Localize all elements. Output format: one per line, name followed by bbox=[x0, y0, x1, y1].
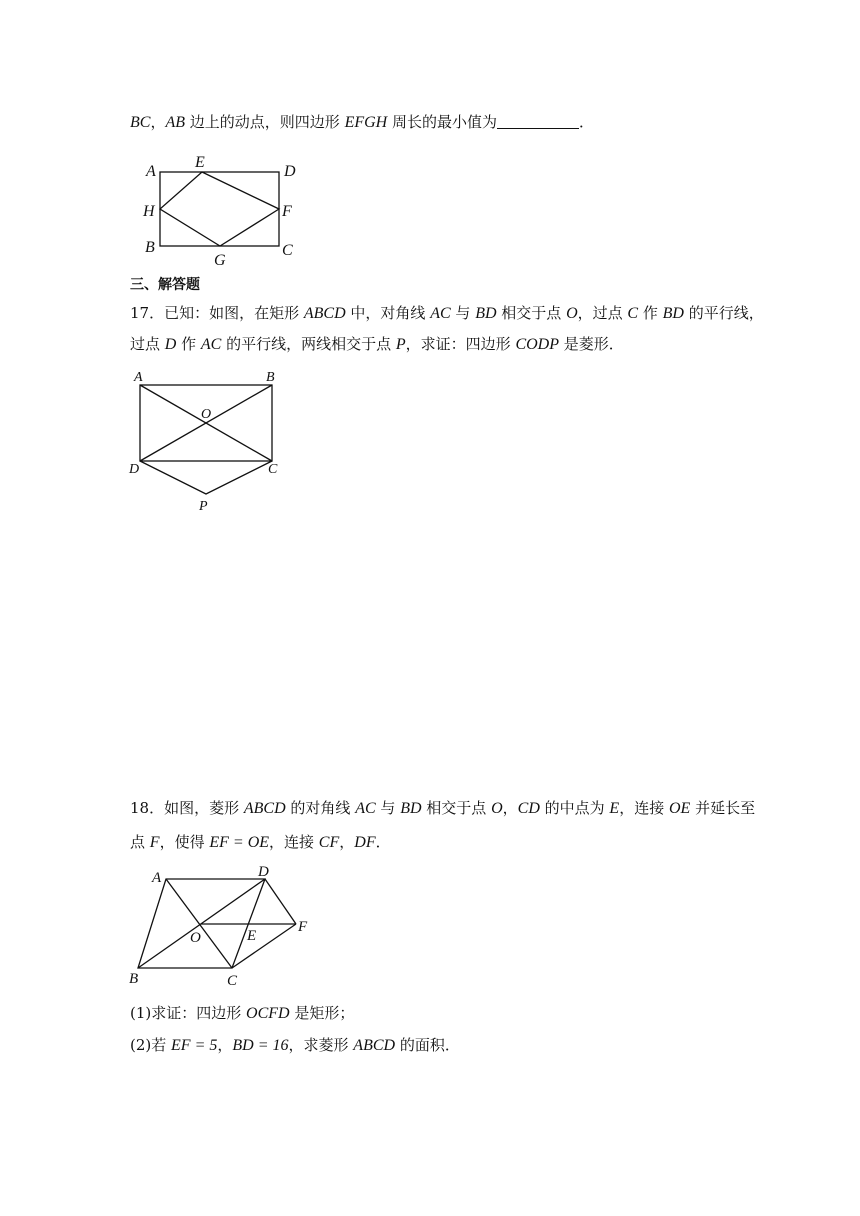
q16-label-c: C bbox=[282, 242, 293, 259]
q17-label-b: B bbox=[266, 370, 275, 385]
q17-t6: BD bbox=[475, 305, 497, 322]
q17-t10: C bbox=[627, 305, 639, 322]
q18-t15: 并延长至 bbox=[690, 799, 756, 817]
q16-label-f: F bbox=[282, 203, 292, 220]
q16-label-b: B bbox=[145, 239, 155, 256]
q17-label-o: O bbox=[201, 407, 212, 422]
q16-end: ． bbox=[579, 113, 595, 131]
q17-t5: 与 bbox=[450, 304, 476, 322]
q18-p2-t6: ABCD bbox=[353, 1037, 396, 1054]
q18-u8: DF bbox=[354, 834, 376, 851]
q18-t14: OE bbox=[668, 800, 691, 817]
q18-t8: O bbox=[491, 800, 503, 817]
q18-u1: 点 bbox=[130, 833, 150, 851]
q18-u7: ， bbox=[339, 833, 355, 851]
q18-segment-df bbox=[265, 879, 296, 924]
q16-label-e: E bbox=[195, 154, 205, 171]
q18-t1: 18．如图，菱形 bbox=[130, 799, 244, 817]
q16-sep: ， bbox=[150, 113, 166, 131]
q18-u5: ，连接 bbox=[269, 833, 319, 851]
q18-p1-t1: (1)求证：四边形 bbox=[130, 1004, 247, 1022]
q18-p2-t7: 的面积． bbox=[395, 1036, 460, 1054]
q18-t7: 相交于点 bbox=[421, 799, 492, 817]
q17-t8: O bbox=[566, 305, 578, 322]
q17-u7: ，求证：四边形 bbox=[405, 335, 516, 353]
q18-t2: ABCD bbox=[243, 800, 286, 817]
q18-p1-t2: OCFD bbox=[246, 1005, 290, 1022]
q17-t7: 相交于点 bbox=[496, 304, 567, 322]
q17-u5: 的平行线，两线相交于点 bbox=[221, 335, 396, 353]
q18-t13: ，连接 bbox=[619, 799, 669, 817]
q18-segment-cf bbox=[232, 924, 296, 968]
q16-label-h: H bbox=[143, 203, 155, 220]
q18-label-e: E bbox=[247, 928, 257, 944]
q18-p2-t1: (2)若 bbox=[130, 1036, 172, 1054]
q18-t9: ， bbox=[502, 799, 518, 817]
q16-quad-name: EFGH bbox=[344, 114, 388, 131]
q18-label-o: O bbox=[190, 930, 201, 946]
q18-p2-t5: ，求菱形 bbox=[288, 1036, 354, 1054]
q17-t2: ABCD bbox=[303, 305, 346, 322]
q18-t4: AC bbox=[355, 800, 376, 817]
q17-u9: 是菱形． bbox=[559, 335, 624, 353]
q17-u2: D bbox=[164, 336, 177, 353]
q18-u2: F bbox=[149, 834, 160, 851]
q16-label-a: A bbox=[146, 163, 156, 180]
q16-label-g: G bbox=[214, 252, 226, 269]
q17-t4: AC bbox=[430, 305, 451, 322]
q18-label-f: F bbox=[298, 919, 308, 935]
q17-u3: 作 bbox=[176, 335, 201, 353]
q18-p1-t3: 是矩形； bbox=[289, 1004, 355, 1022]
q18-part-2 bbox=[130, 1035, 460, 1056]
q18-t6: BD bbox=[400, 800, 422, 817]
q18-u4: EF = OE bbox=[209, 834, 270, 851]
q17-label-p: P bbox=[199, 499, 208, 514]
q17-t9: ，过点 bbox=[577, 304, 628, 322]
q17-u4: AC bbox=[200, 336, 222, 353]
q18-t10: CD bbox=[517, 800, 540, 817]
q18-t5: 与 bbox=[375, 799, 401, 817]
q17-label-a: A bbox=[134, 370, 143, 385]
q18-u6: CF bbox=[318, 834, 340, 851]
q18-label-d: D bbox=[258, 864, 269, 880]
q18-p2-t4: BD = 16 bbox=[232, 1037, 289, 1054]
q17-u8: CODP bbox=[515, 336, 560, 353]
q17-t12: BD bbox=[662, 305, 684, 322]
q18-part-1 bbox=[130, 1003, 354, 1024]
q17-u1: 过点 bbox=[130, 335, 165, 353]
q18-t12: E bbox=[609, 800, 620, 817]
q16-seg-bc: BC bbox=[130, 114, 151, 131]
q17-label-d: D bbox=[129, 462, 140, 477]
q18-label-a: A bbox=[152, 870, 162, 886]
q17-label-c: C bbox=[268, 462, 278, 477]
q18-p2-t3: ， bbox=[217, 1036, 233, 1054]
q16-label-d: D bbox=[284, 163, 296, 180]
q17-u6: P bbox=[395, 336, 406, 353]
q18-label-b: B bbox=[129, 971, 139, 987]
q16-text-2: 周长的最小值为 bbox=[387, 113, 497, 131]
q17-t1: 17．已知：如图，在矩形 bbox=[130, 304, 304, 322]
q17-t3: 中，对角线 bbox=[345, 304, 431, 322]
q18-label-c: C bbox=[227, 973, 238, 989]
q16-seg-ab: AB bbox=[165, 114, 186, 131]
q16-text-1: 边上的动点，则四边形 bbox=[185, 113, 345, 131]
q18-t3: 的对角线 bbox=[285, 799, 356, 817]
q18-u9: ． bbox=[375, 833, 391, 851]
q17-t11: 作 bbox=[638, 304, 663, 322]
q18-u3: ，使得 bbox=[159, 833, 210, 851]
q18-t11: 的中点为 bbox=[539, 799, 610, 817]
q18-p2-t2: EF = 5 bbox=[171, 1037, 218, 1054]
section-heading: 三、解答题 bbox=[130, 277, 200, 293]
q17-t13: 的平行线， bbox=[683, 304, 764, 322]
